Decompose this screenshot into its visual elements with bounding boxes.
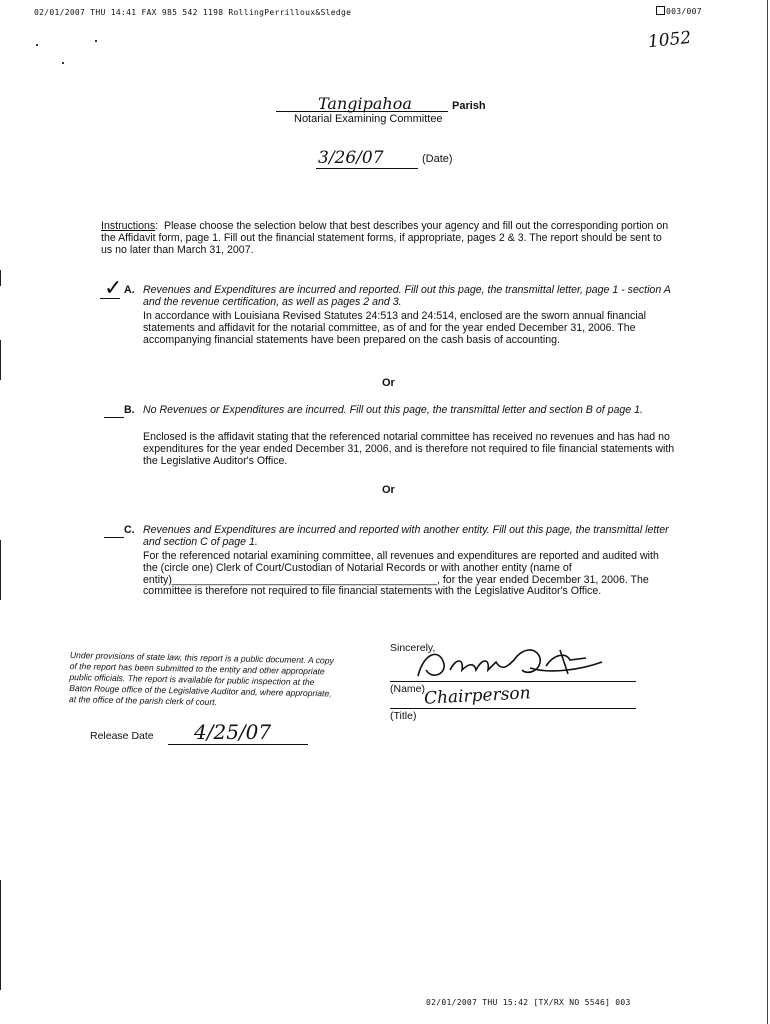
stamp-number: 1052 xyxy=(647,27,693,53)
option-a-title: Revenues and Expenditures are incurred and reported. Fill out this page, the transmittal letter, page 1 - section A and the revenue certification, as well as pages 2 and 3. xyxy=(143,284,671,308)
public-notice: Under provisions of state law, this report is a public document. A copy of the report has been submitted to the entity and other appropriate public officials. The report is available for public inspection at the Baton Rouge office of the Legislative Auditor and, where appropriate, at the office of the parish clerk of court. xyxy=(68,650,334,708)
title-label: (Title) xyxy=(390,710,417,722)
option-b-letter: B. xyxy=(124,404,135,416)
option-a-letter: A. xyxy=(124,284,135,296)
or-separator: Or xyxy=(382,377,395,389)
fax-header-left: 02/01/2007 THU 14:41 FAX 985 542 1198 RollingPerrilloux&Sledge xyxy=(34,8,352,17)
sincerely-text: Sincerely, xyxy=(390,642,436,654)
title-line xyxy=(390,707,636,709)
parish-label: Parish xyxy=(452,100,486,112)
scan-right-edge xyxy=(767,0,768,1024)
instructions-heading: Instructions xyxy=(101,220,156,232)
option-c-body: For the referenced notarial examining committee, all revenues and expenditures are reported and audited with the (circle one) Clerk of Court/Custodian of Notarial Records or with another entity (name of entity)_____________________________________________, for the year ended December 31, 2006. The committee is therefore not required to file financial statements with the Legislative Auditor's Office. xyxy=(143,550,659,598)
title-handwritten: Chairperson xyxy=(423,683,532,709)
parish-name-handwritten: Tangipahoa xyxy=(318,94,412,113)
scan-speck xyxy=(95,40,97,42)
fax-page-number: 003/007 xyxy=(666,7,702,16)
name-line xyxy=(390,680,636,682)
release-date-label: Release Date xyxy=(90,730,154,742)
option-a-body: In accordance with Louisiana Revised Statutes 24:513 and 24:514, enclosed are the sworn annual financial statements and affidavit for the notarial committee, as of and for the year ended December 31, 2006. The accompanying financial statements have been prepared on the cash basis of accounting. xyxy=(143,310,646,346)
scan-margin-mark xyxy=(0,540,1,600)
fax-header-right xyxy=(656,6,702,16)
instructions-text: Please choose the selection below that best describes your agency and fill out the corresponding portion on the Affidavit form, page 1. Fill out the financial statement forms, if appropriate, pages 2 & 3. The report should be sent to us no later than March 31, 2007. xyxy=(101,220,669,256)
scan-margin-mark xyxy=(0,880,1,990)
option-b-title: No Revenues or Expenditures are incurred. Fill out this page, the transmittal letter and section B of page 1. xyxy=(143,404,643,416)
option-b-body: Enclosed is the affidavit stating that the referenced notarial committee has received no revenues and has had no expenditures for the year ended December 31, 2006, and is therefore not required to file financial statements with the Legislative Auditor's Office. xyxy=(143,431,675,467)
instructions-colon: : xyxy=(155,220,165,232)
name-label: (Name) xyxy=(390,683,426,695)
fax-page-icon xyxy=(656,6,665,15)
date-label: (Date) xyxy=(422,153,453,165)
date-handwritten: 3/26/07 xyxy=(318,148,384,168)
scan-speck xyxy=(62,62,64,64)
fax-footer: 02/01/2007 THU 15:42 [TX/RX NO 5546] 003 xyxy=(426,998,631,1007)
option-c-title: Revenues and Expenditures are incurred and reported with another entity. Fill out this page, the transmittal letter and section C of page 1. xyxy=(143,524,669,548)
committee-name: Notarial Examining Committee xyxy=(294,113,443,125)
option-c-blank xyxy=(104,536,124,538)
release-date-handwritten: 4/25/07 xyxy=(194,720,272,744)
option-a-check-icon: ✓ xyxy=(104,276,123,301)
or-separator: Or xyxy=(382,484,395,496)
scan-margin-mark xyxy=(0,340,1,380)
scan-speck xyxy=(36,44,38,46)
scan-margin-mark xyxy=(0,270,1,286)
instructions xyxy=(101,220,675,256)
option-c-letter: C. xyxy=(124,524,135,536)
option-b-blank xyxy=(104,416,124,418)
